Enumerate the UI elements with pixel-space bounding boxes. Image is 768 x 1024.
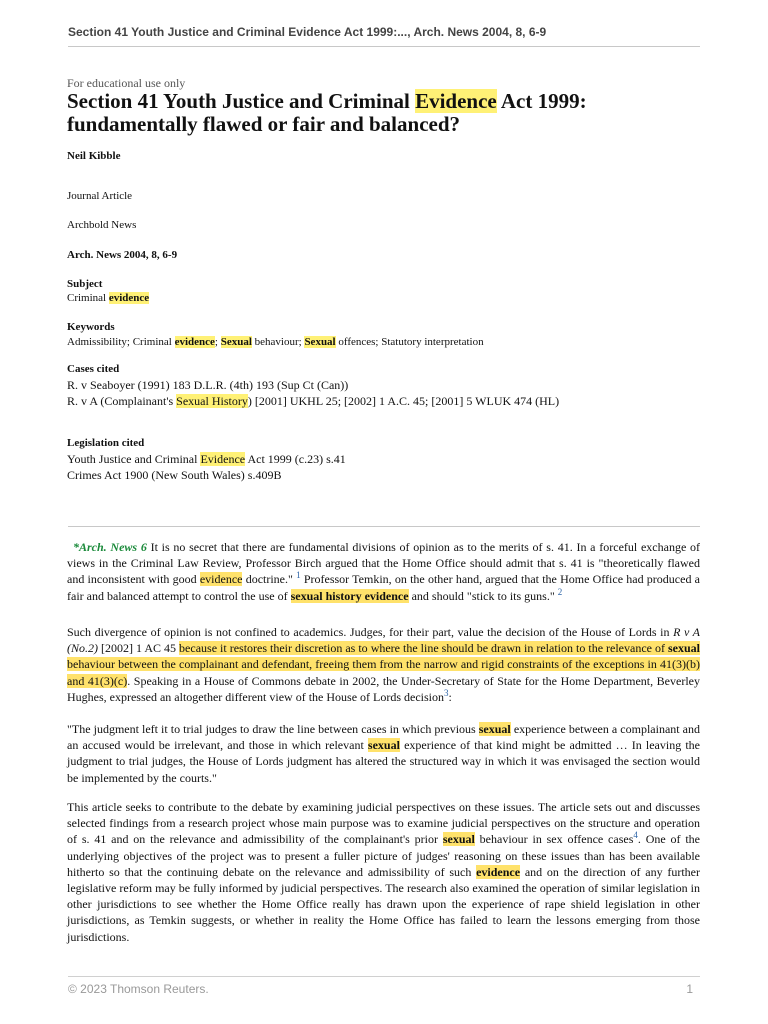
paragraph-text: This article seeks to contribute to the debate by examining judicial perspectives on these issues. The article sets out and discusses selected findings from a research project whose main purpose was to examine judicial perspectives on the structure and operation of s. 41 and on the relevance and admissibility of the complainant's prior — [67, 800, 700, 847]
legislation-crimes-act: Crimes Act 1900 (New South Wales) s.409B — [67, 468, 282, 482]
footnote-ref-2[interactable]: 2 — [557, 586, 563, 597]
keyword-text: behaviour; — [251, 336, 305, 348]
keyword-highlight: Sexual — [220, 336, 252, 348]
body-paragraph-4 — [67, 799, 700, 945]
subject-value — [67, 292, 149, 304]
passage-highlight: behaviour between the complainant and defendant, freeing them from the narrow and rigid constraints of the exceptions in 41(3)(b) and 41(3)(c) — [67, 657, 700, 688]
keyword-text: ; — [214, 336, 221, 348]
paragraph-text: and should "stick to its guns." — [408, 588, 558, 603]
term-highlight: sexual — [668, 641, 701, 656]
case-seaboyer: R. v Seaboyer (1991) 183 D.L.R. (4th) 193 (Sup Ct (Can)) — [67, 378, 349, 392]
publication-link[interactable]: Archbold News — [67, 219, 137, 231]
term-highlight: evidence — [199, 572, 243, 587]
author-name: Neil Kibble — [67, 150, 121, 162]
paragraph-text: experience between a complainant and an accused would be irrelevant, and those in which relevant — [67, 722, 700, 753]
cases-label: Cases cited — [67, 363, 120, 375]
footnote-ref-1[interactable]: 1 — [296, 570, 301, 581]
educational-use-note: For educational use only — [67, 76, 186, 90]
footnote-ref-4[interactable]: 4 — [633, 830, 638, 841]
keyword-text: offences; Statutory interpretation — [335, 336, 484, 348]
paragraph-text: behaviour in sex offence cases — [474, 832, 634, 847]
case-link-highlight: Sexual History — [176, 394, 248, 408]
page-marker: *Arch. News 6 — [73, 540, 147, 554]
paragraph-text: and on the direction of any further legislative reform may be fully informed by judicial perspectives. The research also examined the operation of similar legislation in other jurisdictions to see whether the Home Office really has drawn upon the experience of rape shield legislation in other jurisdictions, as Temkin suggests, or whether in reality the Home Office has failed to learn the lessons emerging from those jurisdictions. — [67, 864, 701, 944]
title-part: Section 41 Youth Justice and Criminal — [67, 89, 416, 113]
body-paragraph-1 — [67, 539, 700, 604]
legislation-link-text: Act 1999 (c.23) s.41 — [245, 452, 346, 466]
subject-highlight: evidence — [108, 292, 150, 304]
term-highlight: sexual — [367, 738, 400, 753]
subject-label: Subject — [67, 278, 103, 290]
keywords-value — [67, 336, 484, 348]
title-highlight: Evidence — [415, 89, 497, 113]
citation: Arch. News 2004, 8, 6-9 — [67, 249, 178, 261]
subject-text: Criminal — [67, 292, 109, 304]
body-paragraph-2 — [67, 624, 700, 705]
legislation-link-text: Youth Justice and Criminal — [67, 452, 201, 466]
footer-divider — [68, 976, 700, 977]
running-title: Section 41 Youth Justice and Criminal Evidence Act 1999:..., Arch. News 2004, 8, 6-9 — [68, 25, 547, 39]
term-highlight: evidence — [476, 864, 521, 879]
running-header — [0, 0, 768, 52]
case-link-text: ) [2001] UKHL 25; [2002] 1 A.C. 45; [2001] 5 WLUK 474 (HL) — [247, 394, 560, 408]
title-part: Act 1999: fundamentally flawed or fair and balanced? — [67, 89, 587, 136]
paragraph-text: experience of that kind might be admitted … In leaving the judgment to trial judges, the House of Lords judgment has altered the structured way in which it was envisaged the section would be implemented by the courts." — [67, 738, 701, 785]
paragraph-text: . Speaking in a House of Commons debate in 2002, the Under-Secretary of State for the Home Department, Beverley Hughes, expressed an altogether different view of the House of Lords decision — [67, 673, 700, 704]
paragraph-text: [2002] 1 AC 45 — [98, 641, 180, 656]
term-highlight: sexual history evidence — [290, 588, 409, 603]
paragraph-text: It is no secret that there are fundamental divisions of opinion as to the merits of s. 41. In a forceful exchange of views in the Criminal Law Review, Professor Birch argued that the Home Office should admit that s. 41 is "theoretically flawed and inconsistent with good — [67, 540, 701, 587]
paragraph-text: . One of the underlying objectives of the project was to present a fuller picture of judges' reasoning on these issues than has been available hitherto so that the continuing debate on the relevance and admissibility of such — [67, 832, 701, 879]
case-link-text: R. v A (Complainant's — [67, 394, 177, 408]
case-name: R v A (No.2) — [67, 625, 700, 656]
copyright-notice: © 2023 Thomson Reuters. — [68, 982, 209, 996]
body-paragraph-3 — [67, 721, 700, 786]
paragraph-text: "The judgment left it to trial judges to draw the line between cases in which previous — [67, 722, 479, 736]
section-divider — [68, 526, 700, 527]
paragraph-text: : — [448, 689, 452, 704]
keyword-text: Admissibility; Criminal — [67, 336, 175, 348]
legislation-link-highlight: Evidence — [200, 452, 246, 466]
document-type: Journal Article — [67, 190, 133, 202]
keyword-highlight: evidence — [174, 336, 215, 348]
header-divider — [68, 46, 700, 47]
document-title — [67, 90, 717, 136]
keyword-highlight: Sexual — [304, 336, 336, 348]
passage-highlight: because it restores their discretion as to where the line should be drawn in relation to the relevance of — [179, 641, 668, 656]
case-r-v-a-link[interactable] — [67, 394, 559, 409]
keywords-label: Keywords — [67, 321, 115, 333]
legislation-label: Legislation cited — [67, 437, 145, 449]
legislation-yjcea-link[interactable] — [67, 452, 346, 467]
term-highlight: sexual — [478, 722, 511, 736]
footnote-ref-3[interactable]: 3 — [444, 687, 449, 698]
paragraph-text: Professor Temkin, on the other hand, argued that the Home Office had produced a fair and balanced attempt to control the use of — [67, 572, 700, 603]
page-number: 1 — [686, 982, 693, 996]
term-highlight: sexual — [442, 832, 475, 847]
paragraph-text: Such divergence of opinion is not confined to academics. Judges, for their part, value the decision of the House of Lords in — [67, 625, 674, 639]
paragraph-text: doctrine." — [242, 572, 297, 587]
